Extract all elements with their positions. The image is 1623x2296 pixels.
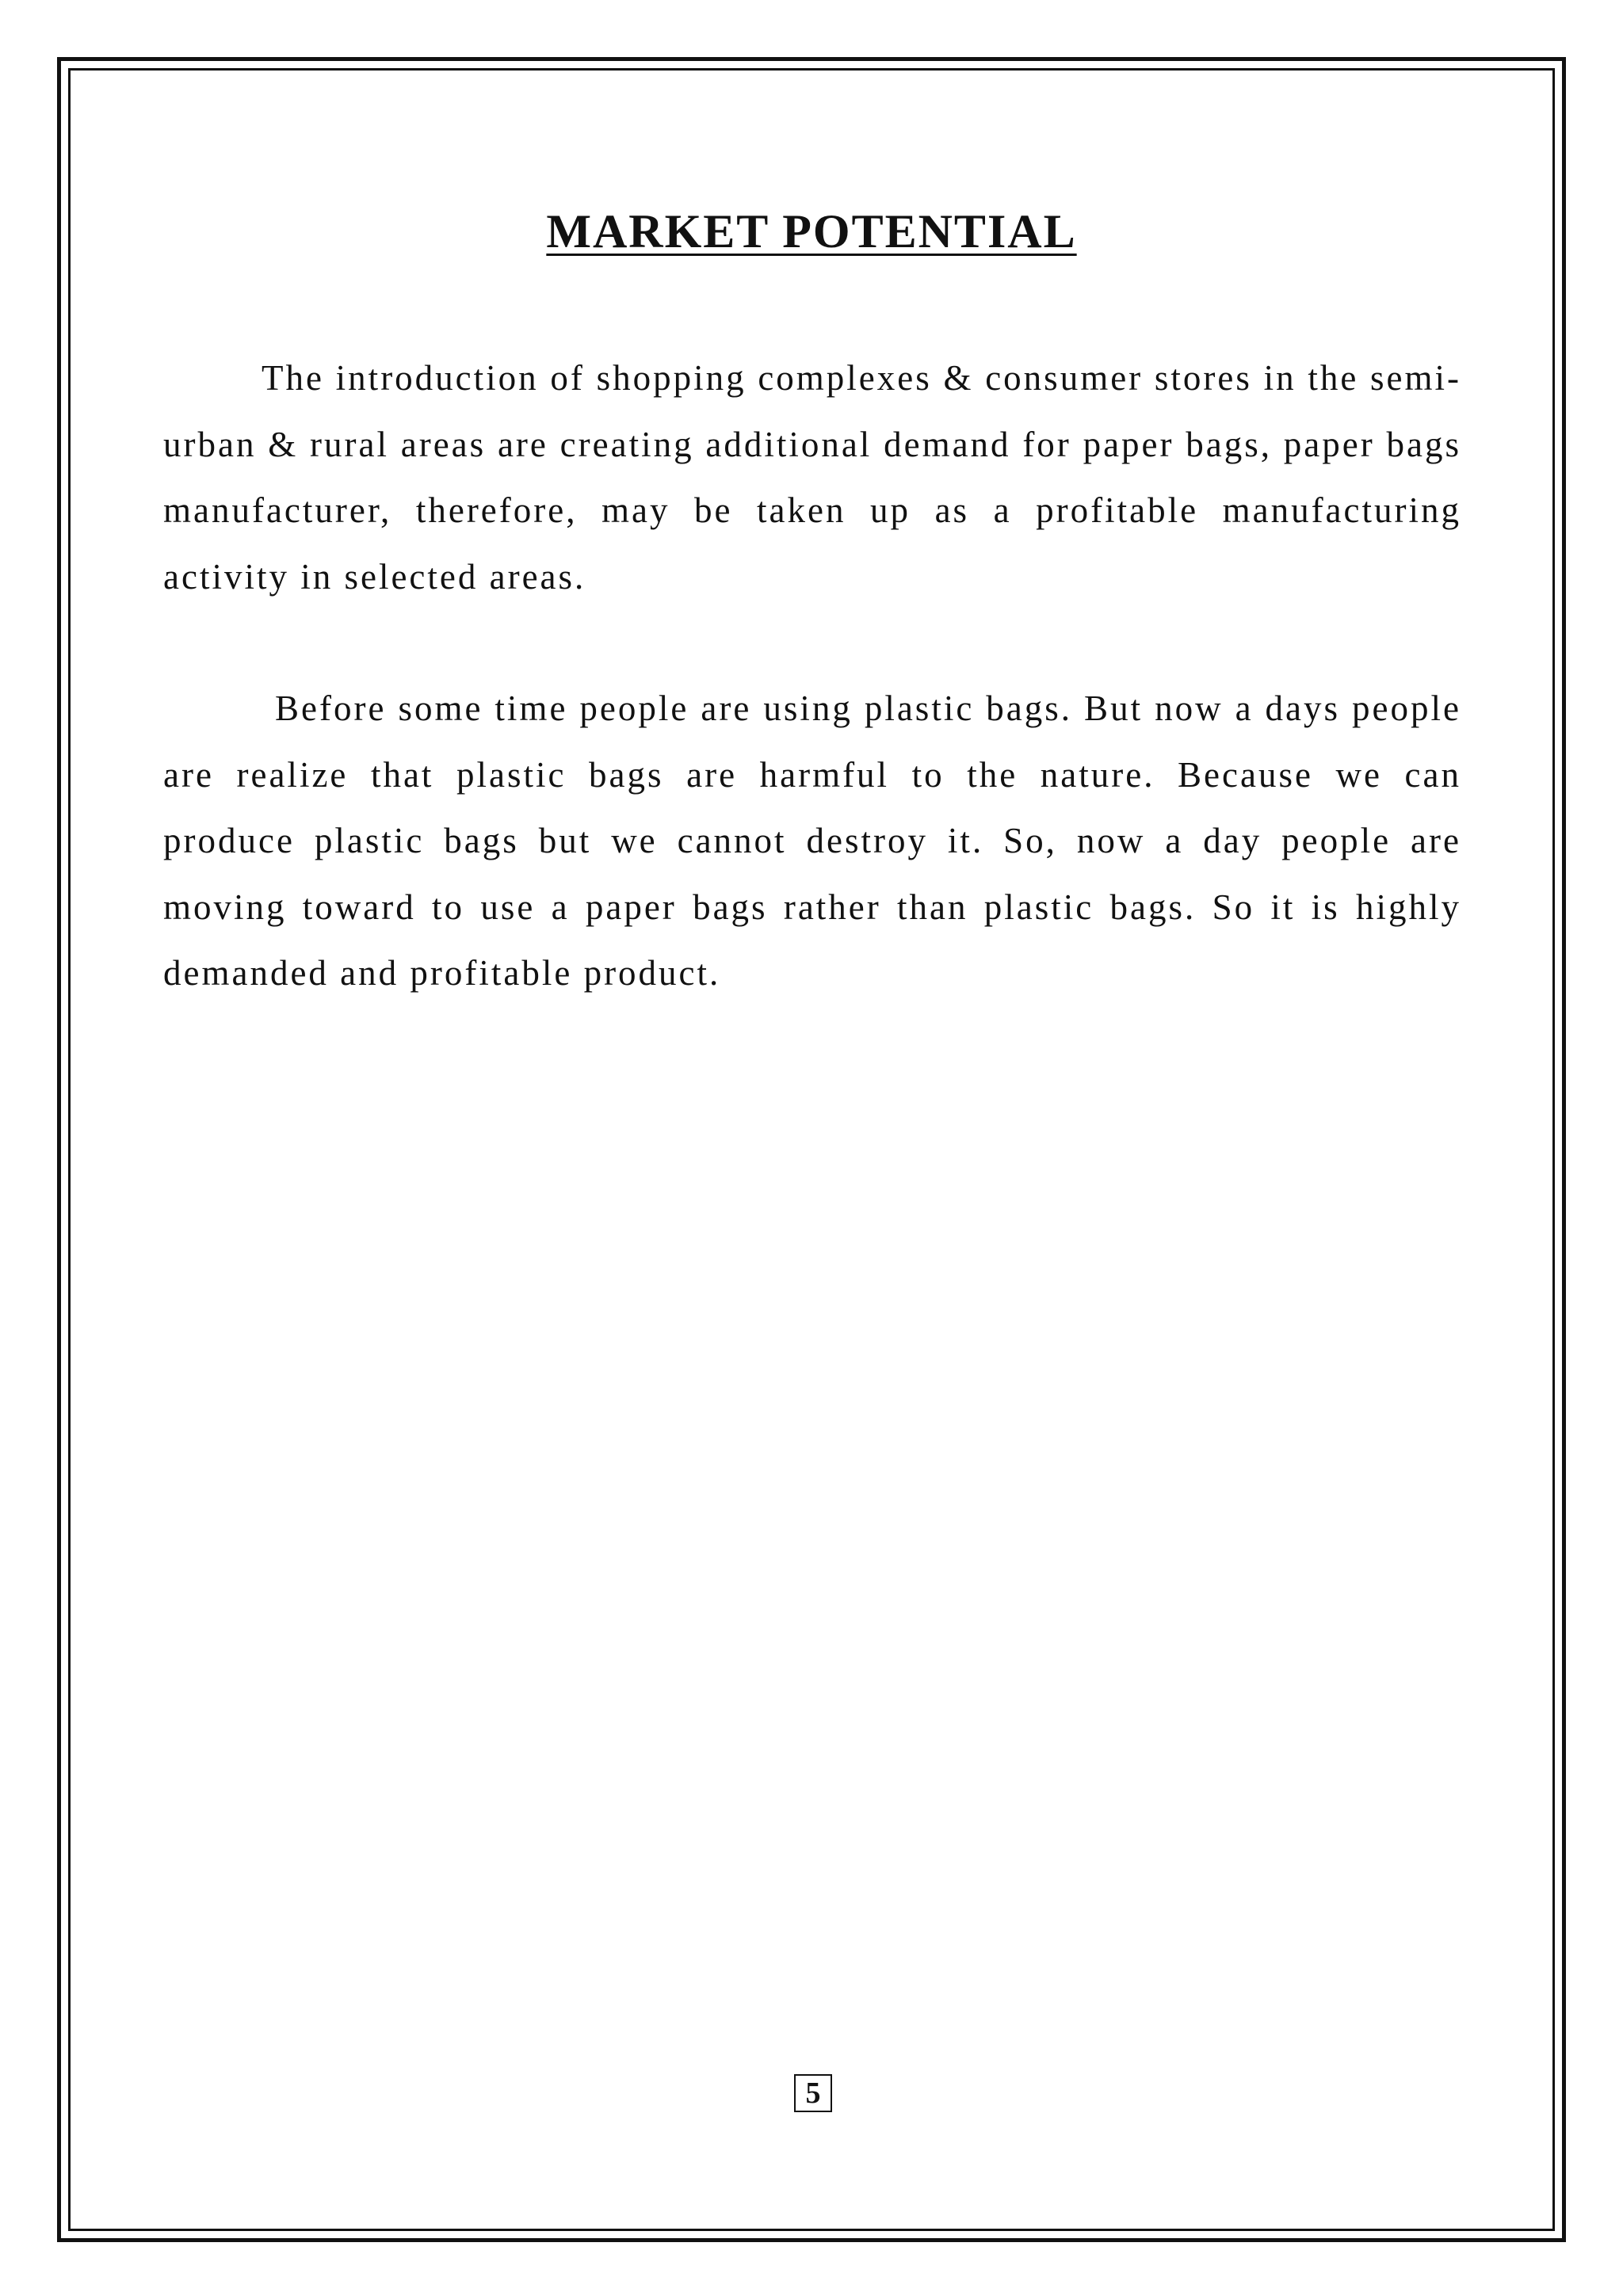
paragraph-plastic-vs-paper: Before some time people are using plastic bags. But now a days people are realize that plastic bags are harmful to the nature. Because we can produce plastic bags but we cannot destroy it. So, now a day people are moving toward to use a paper bags rather than plastic bags. So it is highly demanded and profitable product. (163, 688, 1461, 993)
page-title (0, 200, 1623, 263)
page-number: 5 (794, 2074, 832, 2112)
page-title-text: MARKET POTENTIAL (546, 205, 1077, 257)
paragraph-market-intro: The introduction of shopping complexes & consumer stores in the semi-urban & rural areas are creating additional demand for paper bags, paper bags manufacturer, therefore, may be taken up as a profitable manufacturing activity in selected areas. (163, 358, 1461, 597)
